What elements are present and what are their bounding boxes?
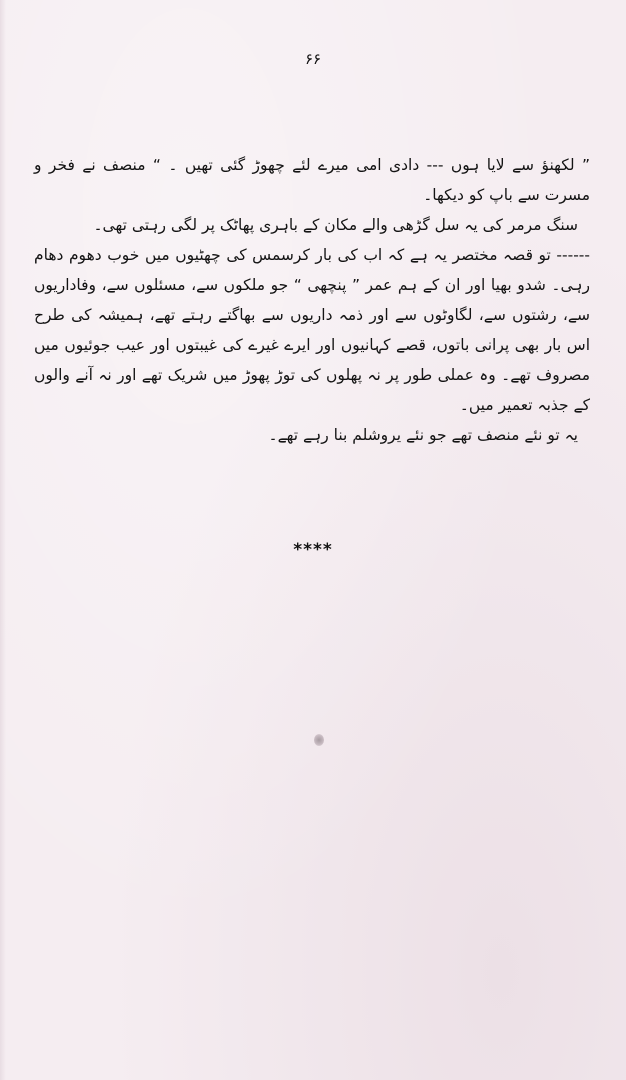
section-separator: **** bbox=[293, 540, 333, 560]
body-text bbox=[34, 150, 590, 450]
paper-spot bbox=[314, 734, 324, 746]
paragraph-4: یہ تو نئے منصف تھے جو نئے یروشلم بنا رہے تھے۔ bbox=[268, 426, 578, 444]
paragraph-3: ------ تو قصہ مختصر یہ ہے کہ اب کی بار کرسمس کی چھٹیوں میں خوب دھوم دھام رہی۔ شدو بھیا اور ان کے ہم عمر ” پنچھی “ جو ملکوں سے، مسئلوں سے، وفاداریوں سے، رشتوں سے، لگاوٹوں سے اور ذمہ داریوں سے بھاگتے رہتے تھے، ہمیشہ کی طرح اس بار بھی پرانی باتوں، قصے کہانیوں اور ایرے غیرے کی غیبتوں اور عیب جوئیوں میں مصروف تھے۔ وہ عملی طور پر نہ پھلوں کی توڑ پھوڑ میں شریک تھے اور نہ آنے والوں کے جذبہ تعمیر میں۔ bbox=[34, 246, 590, 414]
page-number: ۶۶ bbox=[304, 50, 322, 68]
paragraph-2: سنگ مرمر کی یہ سل گڑھی والے مکان کے باہری پھاٹک پر لگی رہتی تھی۔ bbox=[93, 216, 578, 234]
paragraph-1: ” لکھنؤ سے لایا ہوں --- دادی امی میرے لئے چھوڑ گئی تھیں ۔ “ منصف نے فخر و مسرت سے باپ کو دیکھا۔ bbox=[34, 156, 590, 204]
